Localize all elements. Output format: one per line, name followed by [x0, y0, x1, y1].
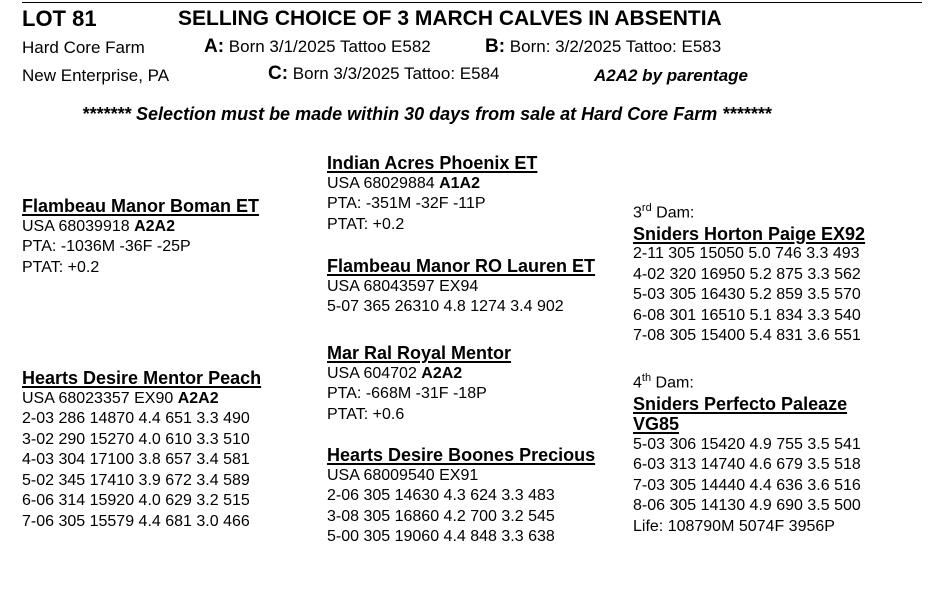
dam-dam-registration: USA 68009540 EX91: [327, 466, 479, 484]
sire-ptat: PTAT: +0.2: [22, 258, 100, 276]
fourth-dam-label-text: Dam:: [651, 374, 694, 392]
fourth-dam-block: [633, 368, 861, 537]
sire-pta: PTA: -1036M -36F -25P: [22, 238, 191, 255]
lot-number: LOT 81: [22, 6, 97, 31]
calf-c-text: Born 3/3/2025 Tattoo: E584: [292, 64, 500, 83]
calf-b-letter: B:: [485, 36, 506, 57]
third-dam-label-text: Dam:: [651, 204, 695, 222]
third-dam-record: 6-08 301 16510 5.1 834 3.3 540: [633, 306, 861, 324]
dam-sire-pta: PTA: -668M -31F -18P: [327, 385, 487, 402]
dam-registration: [22, 389, 261, 410]
dam-record: 3-02 290 15270 4.0 610 3.3 510: [22, 430, 250, 448]
dam-gene: A2A2: [177, 389, 219, 407]
calf-c-letter: C:: [268, 63, 289, 84]
sire-dam-record: 5-07 365 26310 4.8 1274 3.4 902: [327, 298, 564, 315]
sire-block: [22, 196, 259, 278]
calf-a-text: Born 3/1/2025 Tattoo E582: [228, 37, 431, 56]
third-dam-label-suffix: rd: [641, 202, 652, 214]
calf-a-info: [204, 36, 431, 58]
sire-sire-registration: [327, 174, 537, 195]
sire-sire-pta: PTA: -351M -32F -11P: [327, 195, 486, 212]
dam-dam-record: 5-00 305 19060 4.4 848 3.3 638: [327, 528, 555, 545]
sire-sire-block: [327, 153, 537, 235]
selection-notice: ******* Selection must be made within 30 days from sale at Hard Core Farm *******: [82, 104, 772, 124]
fourth-dam-label-number: 4: [633, 374, 642, 392]
dam-sire-gene: A2A2: [421, 364, 463, 382]
dam-sire-block: [327, 343, 511, 425]
dam-record: 4-03 304 17100 3.8 657 3.4 581: [22, 451, 250, 468]
a2-note: A2A2 by parentage: [594, 66, 748, 85]
top-rule: [22, 2, 922, 3]
dam-sire-reg-number: USA 604702: [327, 364, 422, 382]
calf-b-text: Born: 3/2/2025 Tattoo: E583: [509, 37, 722, 56]
dam-record: 6-06 314 15920 4.0 629 3.2 515: [22, 492, 250, 509]
dam-record: 2-03 286 14870 4.4 651 3.3 490: [22, 410, 250, 427]
dam-dam-block: [327, 445, 595, 548]
fourth-dam-label-suffix: th: [641, 372, 652, 384]
fourth-dam-lifetime: Life: 108790M 5074F 3956P: [633, 517, 835, 535]
dam-sire-name: Mar Ral Royal Mentor: [327, 343, 512, 363]
sire-sire-ptat: PTAT: +0.2: [327, 215, 405, 233]
dam-record: 7-06 305 15579 4.4 681 3.0 466: [22, 512, 250, 530]
sire-sire-reg-number: USA 68029884: [327, 174, 440, 192]
sire-sire-gene: A1A2: [439, 174, 480, 192]
page-title: SELLING CHOICE OF 3 MARCH CALVES IN ABSENTIA: [178, 7, 722, 30]
fourth-dam-classification: VG85: [633, 414, 680, 435]
dam-dam-record: 2-06 305 14630 4.3 624 3.3 483: [327, 487, 555, 504]
fourth-dam-record: 5-03 306 15420 4.9 755 3.5 541: [633, 435, 861, 453]
sire-dam-name: Flambeau Manor RO Lauren ET: [327, 256, 596, 276]
fourth-dam-record: 8-06 305 14130 4.9 690 3.5 500: [633, 497, 861, 515]
dam-sire-registration: [327, 364, 511, 385]
fourth-dam-label: [633, 368, 861, 394]
calf-a-letter: A:: [204, 36, 225, 57]
third-dam-name: Sniders Horton Paige EX92: [633, 223, 866, 244]
dam-sire-ptat: PTAT: +0.6: [327, 405, 405, 423]
calf-c-info: [268, 63, 499, 85]
sire-registration: [22, 217, 259, 238]
sire-dam-registration: USA 68043597 EX94: [327, 277, 479, 295]
farm-name: Hard Core Farm: [22, 38, 145, 57]
dam-record: 5-02 345 17410 3.9 672 3.4 589: [22, 471, 250, 489]
calf-b-info: [485, 36, 721, 58]
sire-name: Flambeau Manor Boman ET: [22, 196, 260, 216]
third-dam-record: 4-02 320 16950 5.2 875 3.3 562: [633, 265, 861, 283]
third-dam-record: 5-03 305 16430 5.2 859 3.5 570: [633, 286, 861, 304]
third-dam-record: 2-11 305 15050 5.0 746 3.3 493: [633, 245, 860, 263]
dam-dam-name: Hearts Desire Boones Precious: [327, 445, 596, 465]
farm-location: New Enterprise, PA: [22, 66, 170, 85]
fourth-dam-name: Sniders Perfecto Paleaze: [633, 393, 848, 414]
sire-dam-block: [327, 256, 595, 318]
third-dam-label: [633, 198, 865, 224]
sire-gene: A2A2: [134, 217, 175, 235]
fourth-dam-record: 7-03 305 14440 4.4 636 3.6 516: [633, 476, 861, 494]
dam-block: [22, 368, 261, 532]
third-dam-label-number: 3: [633, 204, 642, 222]
dam-dam-record: 3-08 305 16860 4.2 700 3.2 545: [327, 507, 555, 525]
fourth-dam-record: 6-03 313 14740 4.6 679 3.5 518: [633, 456, 861, 474]
sire-sire-name: Indian Acres Phoenix ET: [327, 153, 538, 173]
third-dam-block: [633, 198, 865, 347]
sire-reg-number: USA 68039918: [22, 217, 135, 235]
third-dam-record: 7-08 305 15400 5.4 831 3.6 551: [633, 327, 861, 345]
dam-name: Hearts Desire Mentor Peach: [22, 368, 262, 388]
dam-reg-number: USA 68023357 EX90: [22, 389, 178, 407]
